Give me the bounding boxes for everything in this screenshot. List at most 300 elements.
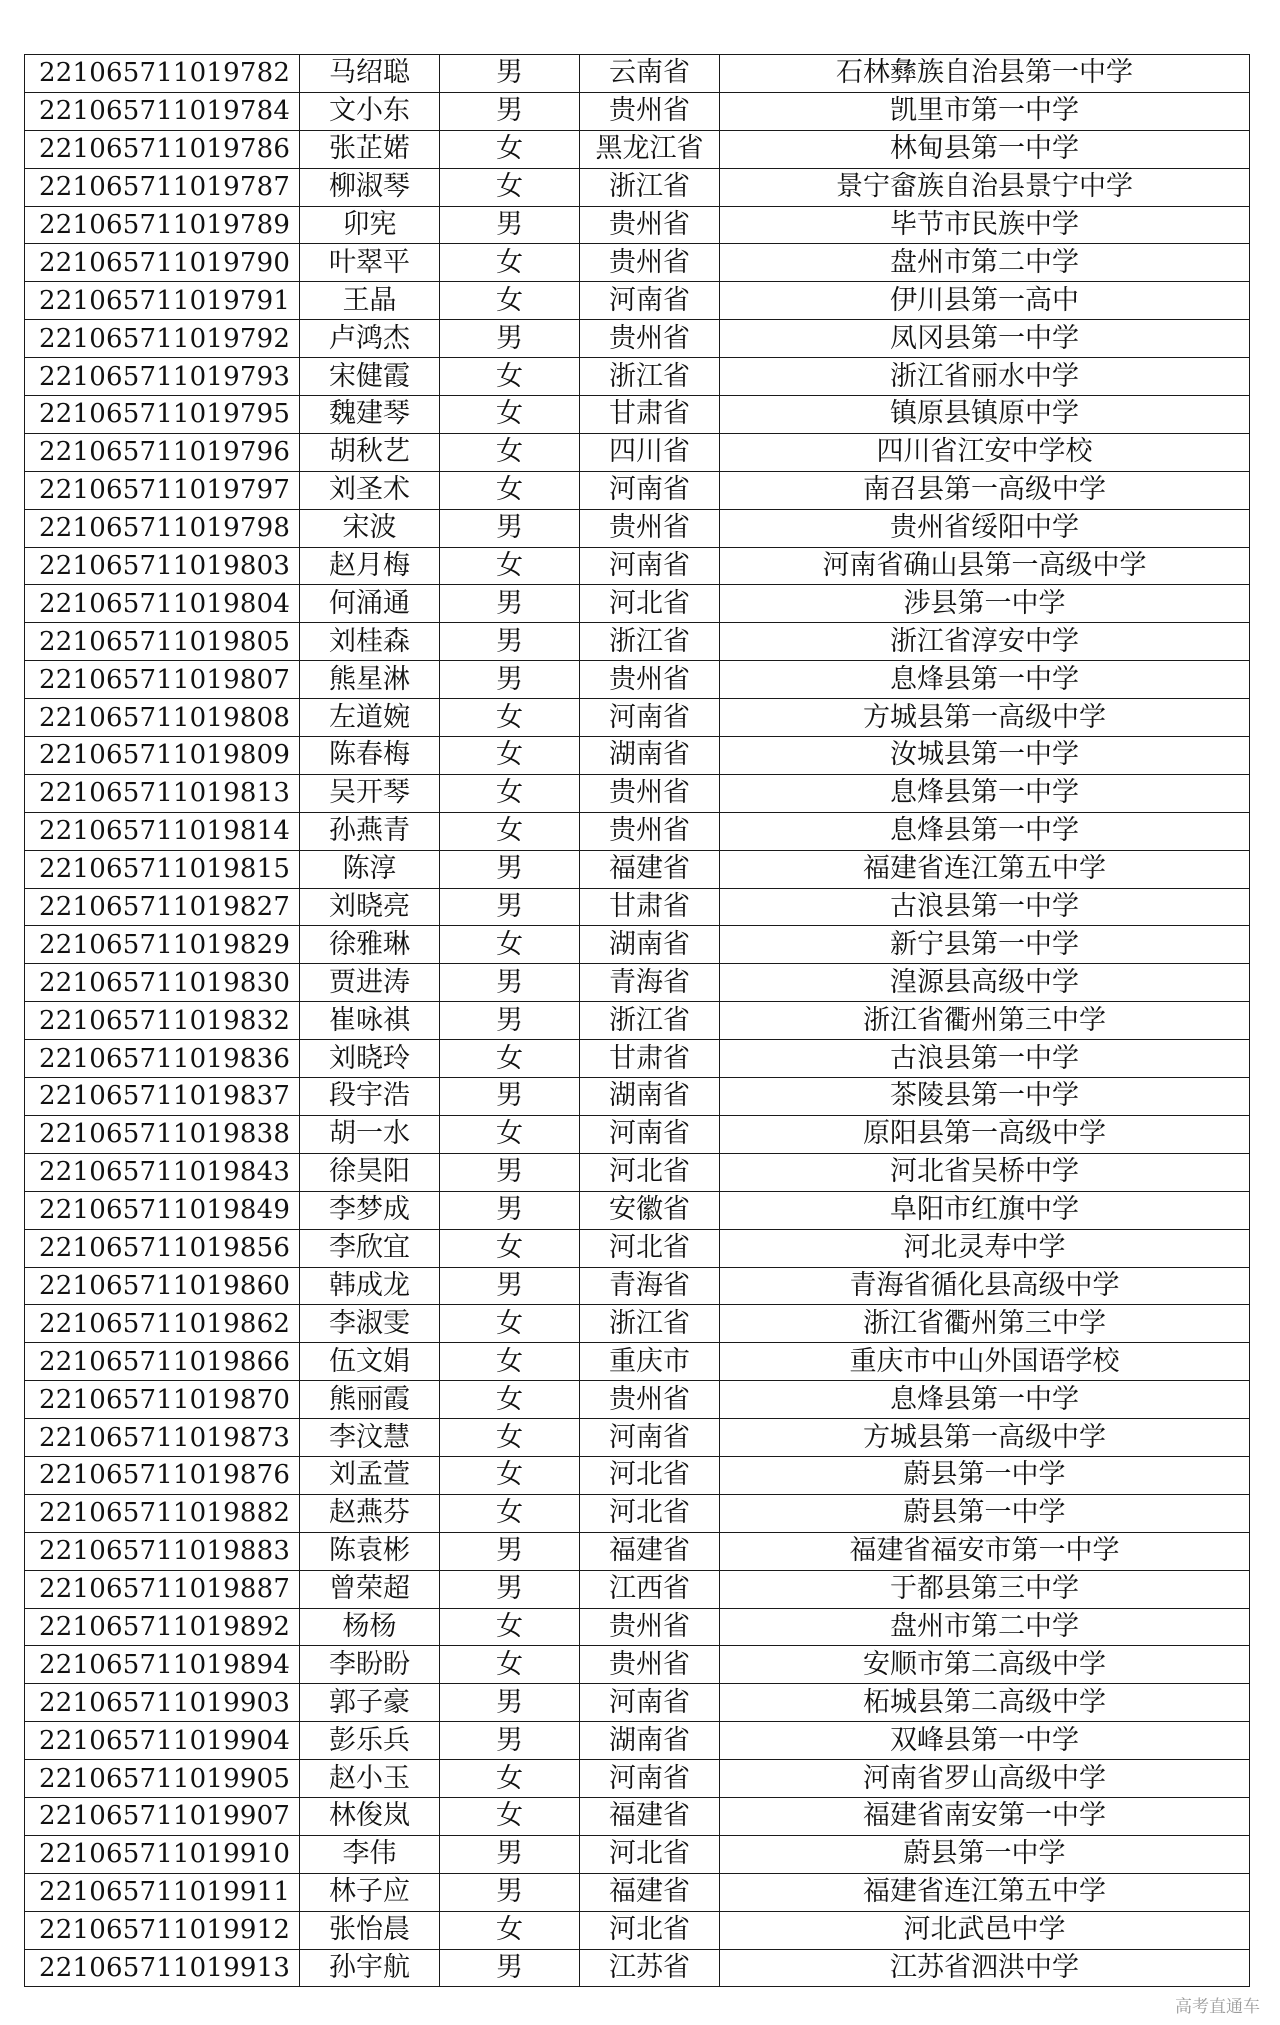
- school-cell: 林甸县第一中学: [720, 130, 1250, 168]
- school-cell: 汝城县第一中学: [720, 737, 1250, 775]
- school-cell: 双峰县第一中学: [720, 1722, 1250, 1760]
- name-cell: 徐昊阳: [300, 1153, 440, 1191]
- exam-id-cell: 221065711019849: [25, 1191, 300, 1229]
- name-cell: 左道婉: [300, 699, 440, 737]
- table-row: [25, 1381, 1250, 1419]
- name-cell: 贾进涛: [300, 964, 440, 1002]
- school-cell: 江苏省泗洪中学: [720, 1949, 1250, 1987]
- school-cell: 息烽县第一中学: [720, 661, 1250, 699]
- school-cell: 盘州市第二中学: [720, 244, 1250, 282]
- school-cell: 息烽县第一中学: [720, 1381, 1250, 1419]
- exam-id-cell: 221065711019856: [25, 1229, 300, 1267]
- table-row: [25, 1191, 1250, 1229]
- table-row: [25, 888, 1250, 926]
- school-cell: 四川省江安中学校: [720, 433, 1250, 471]
- school-cell: 石林彝族自治县第一中学: [720, 55, 1250, 93]
- name-cell: 柳淑琴: [300, 168, 440, 206]
- exam-id-cell: 221065711019903: [25, 1684, 300, 1722]
- school-cell: 方城县第一高级中学: [720, 699, 1250, 737]
- name-cell: 卯宪: [300, 206, 440, 244]
- name-cell: 刘晓亮: [300, 888, 440, 926]
- province-cell: 浙江省: [580, 1305, 720, 1343]
- table-row: [25, 1078, 1250, 1116]
- name-cell: 熊星淋: [300, 661, 440, 699]
- table-row: [25, 92, 1250, 130]
- gender-cell: 女: [440, 1646, 580, 1684]
- exam-id-cell: 221065711019873: [25, 1419, 300, 1457]
- name-cell: 马绍聪: [300, 55, 440, 93]
- province-cell: 河南省: [580, 282, 720, 320]
- school-cell: 河南省确山县第一高级中学: [720, 547, 1250, 585]
- gender-cell: 男: [440, 661, 580, 699]
- school-cell: 柘城县第二高级中学: [720, 1684, 1250, 1722]
- school-cell: 福建省连江第五中学: [720, 1873, 1250, 1911]
- gender-cell: 男: [440, 888, 580, 926]
- exam-id-cell: 221065711019911: [25, 1873, 300, 1911]
- province-cell: 贵州省: [580, 320, 720, 358]
- province-cell: 河南省: [580, 1760, 720, 1798]
- province-cell: 河南省: [580, 1684, 720, 1722]
- table-row: [25, 964, 1250, 1002]
- name-cell: 刘晓玲: [300, 1040, 440, 1078]
- school-cell: 蔚县第一中学: [720, 1835, 1250, 1873]
- exam-id-cell: 221065711019814: [25, 812, 300, 850]
- table-row: [25, 168, 1250, 206]
- name-cell: 李欣宜: [300, 1229, 440, 1267]
- school-cell: 息烽县第一中学: [720, 812, 1250, 850]
- name-cell: 王晶: [300, 282, 440, 320]
- gender-cell: 男: [440, 92, 580, 130]
- gender-cell: 女: [440, 1419, 580, 1457]
- name-cell: 胡一水: [300, 1115, 440, 1153]
- province-cell: 河北省: [580, 1911, 720, 1949]
- school-cell: 景宁畲族自治县景宁中学: [720, 168, 1250, 206]
- exam-id-cell: 221065711019876: [25, 1456, 300, 1494]
- name-cell: 魏建琴: [300, 396, 440, 434]
- gender-cell: 女: [440, 1305, 580, 1343]
- exam-id-cell: 221065711019804: [25, 585, 300, 623]
- exam-id-cell: 221065711019907: [25, 1797, 300, 1835]
- exam-id-cell: 221065711019866: [25, 1343, 300, 1381]
- province-cell: 河北省: [580, 585, 720, 623]
- gender-cell: 女: [440, 1760, 580, 1798]
- province-cell: 黑龙江省: [580, 130, 720, 168]
- gender-cell: 男: [440, 1949, 580, 1987]
- school-cell: 凤冈县第一中学: [720, 320, 1250, 358]
- name-cell: 林子应: [300, 1873, 440, 1911]
- table-row: [25, 1419, 1250, 1457]
- table-row: [25, 1911, 1250, 1949]
- gender-cell: 男: [440, 585, 580, 623]
- exam-id-cell: 221065711019883: [25, 1532, 300, 1570]
- table-row: [25, 1646, 1250, 1684]
- province-cell: 安徽省: [580, 1191, 720, 1229]
- exam-id-cell: 221065711019894: [25, 1646, 300, 1684]
- province-cell: 河北省: [580, 1494, 720, 1532]
- school-cell: 息烽县第一中学: [720, 774, 1250, 812]
- name-cell: 李伟: [300, 1835, 440, 1873]
- student-table: [24, 54, 1250, 1987]
- province-cell: 浙江省: [580, 358, 720, 396]
- gender-cell: 女: [440, 1608, 580, 1646]
- gender-cell: 女: [440, 1494, 580, 1532]
- province-cell: 湖南省: [580, 1722, 720, 1760]
- table-row: [25, 1153, 1250, 1191]
- name-cell: 郭子豪: [300, 1684, 440, 1722]
- name-cell: 张芷婼: [300, 130, 440, 168]
- gender-cell: 女: [440, 282, 580, 320]
- exam-id-cell: 221065711019786: [25, 130, 300, 168]
- exam-id-cell: 221065711019815: [25, 850, 300, 888]
- table-row: [25, 1456, 1250, 1494]
- school-cell: 浙江省丽水中学: [720, 358, 1250, 396]
- gender-cell: 女: [440, 1456, 580, 1494]
- exam-id-cell: 221065711019870: [25, 1381, 300, 1419]
- gender-cell: 男: [440, 1002, 580, 1040]
- gender-cell: 女: [440, 547, 580, 585]
- name-cell: 李淑雯: [300, 1305, 440, 1343]
- table-row: [25, 1949, 1250, 1987]
- province-cell: 河北省: [580, 1835, 720, 1873]
- exam-id-cell: 221065711019910: [25, 1835, 300, 1873]
- province-cell: 贵州省: [580, 774, 720, 812]
- exam-id-cell: 221065711019887: [25, 1570, 300, 1608]
- school-cell: 阜阳市红旗中学: [720, 1191, 1250, 1229]
- school-cell: 凯里市第一中学: [720, 92, 1250, 130]
- gender-cell: 女: [440, 1115, 580, 1153]
- gender-cell: 男: [440, 1570, 580, 1608]
- table-row: [25, 1684, 1250, 1722]
- exam-id-cell: 221065711019892: [25, 1608, 300, 1646]
- school-cell: 河北武邑中学: [720, 1911, 1250, 1949]
- province-cell: 福建省: [580, 1873, 720, 1911]
- exam-id-cell: 221065711019813: [25, 774, 300, 812]
- school-cell: 新宁县第一中学: [720, 926, 1250, 964]
- province-cell: 浙江省: [580, 168, 720, 206]
- school-cell: 古浪县第一中学: [720, 888, 1250, 926]
- name-cell: 宋健霞: [300, 358, 440, 396]
- name-cell: 赵小玉: [300, 1760, 440, 1798]
- name-cell: 胡秋艺: [300, 433, 440, 471]
- gender-cell: 女: [440, 1911, 580, 1949]
- exam-id-cell: 221065711019809: [25, 737, 300, 775]
- exam-id-cell: 221065711019797: [25, 471, 300, 509]
- table-row: [25, 471, 1250, 509]
- school-cell: 河南省罗山高级中学: [720, 1760, 1250, 1798]
- exam-id-cell: 221065711019787: [25, 168, 300, 206]
- name-cell: 孙宇航: [300, 1949, 440, 1987]
- exam-id-cell: 221065711019830: [25, 964, 300, 1002]
- province-cell: 青海省: [580, 964, 720, 1002]
- school-cell: 伊川县第一高中: [720, 282, 1250, 320]
- name-cell: 彭乐兵: [300, 1722, 440, 1760]
- gender-cell: 男: [440, 850, 580, 888]
- province-cell: 福建省: [580, 1797, 720, 1835]
- exam-id-cell: 221065711019807: [25, 661, 300, 699]
- exam-id-cell: 221065711019782: [25, 55, 300, 93]
- gender-cell: 男: [440, 1722, 580, 1760]
- name-cell: 叶翠平: [300, 244, 440, 282]
- table-row: [25, 320, 1250, 358]
- province-cell: 四川省: [580, 433, 720, 471]
- student-table-body: [25, 55, 1250, 1987]
- school-cell: 盘州市第二中学: [720, 1608, 1250, 1646]
- gender-cell: 女: [440, 774, 580, 812]
- table-row: [25, 926, 1250, 964]
- table-row: [25, 1835, 1250, 1873]
- school-cell: 古浪县第一中学: [720, 1040, 1250, 1078]
- table-row: [25, 1229, 1250, 1267]
- province-cell: 河北省: [580, 1229, 720, 1267]
- gender-cell: 男: [440, 1835, 580, 1873]
- province-cell: 甘肃省: [580, 1040, 720, 1078]
- name-cell: 何涌通: [300, 585, 440, 623]
- name-cell: 赵月梅: [300, 547, 440, 585]
- school-cell: 蔚县第一中学: [720, 1494, 1250, 1532]
- table-row: [25, 244, 1250, 282]
- province-cell: 江苏省: [580, 1949, 720, 1987]
- exam-id-cell: 221065711019913: [25, 1949, 300, 1987]
- exam-id-cell: 221065711019836: [25, 1040, 300, 1078]
- province-cell: 福建省: [580, 850, 720, 888]
- table-row: [25, 206, 1250, 244]
- gender-cell: 女: [440, 244, 580, 282]
- gender-cell: 女: [440, 737, 580, 775]
- province-cell: 河南省: [580, 1419, 720, 1457]
- province-cell: 甘肃省: [580, 396, 720, 434]
- table-row: [25, 358, 1250, 396]
- gender-cell: 女: [440, 130, 580, 168]
- gender-cell: 男: [440, 320, 580, 358]
- school-cell: 重庆市中山外国语学校: [720, 1343, 1250, 1381]
- province-cell: 河南省: [580, 699, 720, 737]
- name-cell: 徐雅琳: [300, 926, 440, 964]
- gender-cell: 男: [440, 1078, 580, 1116]
- table-row: [25, 1343, 1250, 1381]
- gender-cell: 女: [440, 699, 580, 737]
- province-cell: 河北省: [580, 1153, 720, 1191]
- name-cell: 段宇浩: [300, 1078, 440, 1116]
- province-cell: 贵州省: [580, 244, 720, 282]
- gender-cell: 女: [440, 358, 580, 396]
- table-row: [25, 396, 1250, 434]
- school-cell: 河北灵寿中学: [720, 1229, 1250, 1267]
- exam-id-cell: 221065711019912: [25, 1911, 300, 1949]
- gender-cell: 女: [440, 812, 580, 850]
- name-cell: 刘孟萱: [300, 1456, 440, 1494]
- gender-cell: 女: [440, 168, 580, 206]
- table-row: [25, 1532, 1250, 1570]
- name-cell: 陈春梅: [300, 737, 440, 775]
- gender-cell: 男: [440, 206, 580, 244]
- exam-id-cell: 221065711019843: [25, 1153, 300, 1191]
- school-cell: 湟源县高级中学: [720, 964, 1250, 1002]
- gender-cell: 男: [440, 55, 580, 93]
- table-row: [25, 812, 1250, 850]
- gender-cell: 女: [440, 1040, 580, 1078]
- name-cell: 卢鸿杰: [300, 320, 440, 358]
- school-cell: 福建省连江第五中学: [720, 850, 1250, 888]
- school-cell: 福建省福安市第一中学: [720, 1532, 1250, 1570]
- province-cell: 云南省: [580, 55, 720, 93]
- gender-cell: 男: [440, 1153, 580, 1191]
- exam-id-cell: 221065711019832: [25, 1002, 300, 1040]
- name-cell: 赵燕芬: [300, 1494, 440, 1532]
- exam-id-cell: 221065711019791: [25, 282, 300, 320]
- province-cell: 贵州省: [580, 206, 720, 244]
- school-cell: 青海省循化县高级中学: [720, 1267, 1250, 1305]
- name-cell: 张怡晨: [300, 1911, 440, 1949]
- table-row: [25, 1115, 1250, 1153]
- school-cell: 方城县第一高级中学: [720, 1419, 1250, 1457]
- name-cell: 文小东: [300, 92, 440, 130]
- exam-id-cell: 221065711019904: [25, 1722, 300, 1760]
- province-cell: 福建省: [580, 1532, 720, 1570]
- table-row: [25, 1040, 1250, 1078]
- gender-cell: 男: [440, 623, 580, 661]
- school-cell: 贵州省绥阳中学: [720, 509, 1250, 547]
- province-cell: 河北省: [580, 1456, 720, 1494]
- gender-cell: 女: [440, 1343, 580, 1381]
- table-row: [25, 55, 1250, 93]
- gender-cell: 女: [440, 471, 580, 509]
- exam-id-cell: 221065711019803: [25, 547, 300, 585]
- gender-cell: 女: [440, 396, 580, 434]
- name-cell: 伍文娟: [300, 1343, 440, 1381]
- exam-id-cell: 221065711019798: [25, 509, 300, 547]
- name-cell: 杨杨: [300, 1608, 440, 1646]
- table-row: [25, 1494, 1250, 1532]
- school-cell: 浙江省衢州第三中学: [720, 1002, 1250, 1040]
- name-cell: 韩成龙: [300, 1267, 440, 1305]
- province-cell: 贵州省: [580, 1381, 720, 1419]
- name-cell: 李梦成: [300, 1191, 440, 1229]
- name-cell: 林俊岚: [300, 1797, 440, 1835]
- province-cell: 贵州省: [580, 92, 720, 130]
- school-cell: 蔚县第一中学: [720, 1456, 1250, 1494]
- province-cell: 浙江省: [580, 1002, 720, 1040]
- student-list-sheet: [24, 54, 1249, 1987]
- province-cell: 青海省: [580, 1267, 720, 1305]
- exam-id-cell: 221065711019784: [25, 92, 300, 130]
- table-row: [25, 585, 1250, 623]
- watermark-text: 高考直通车: [1175, 1997, 1260, 2017]
- gender-cell: 女: [440, 1797, 580, 1835]
- name-cell: 熊丽霞: [300, 1381, 440, 1419]
- name-cell: 陈袁彬: [300, 1532, 440, 1570]
- table-row: [25, 1570, 1250, 1608]
- gender-cell: 女: [440, 433, 580, 471]
- school-cell: 浙江省淳安中学: [720, 623, 1250, 661]
- school-cell: 原阳县第一高级中学: [720, 1115, 1250, 1153]
- exam-id-cell: 221065711019827: [25, 888, 300, 926]
- name-cell: 陈淳: [300, 850, 440, 888]
- province-cell: 河南省: [580, 471, 720, 509]
- name-cell: 李盼盼: [300, 1646, 440, 1684]
- exam-id-cell: 221065711019790: [25, 244, 300, 282]
- exam-id-cell: 221065711019808: [25, 699, 300, 737]
- province-cell: 湖南省: [580, 737, 720, 775]
- province-cell: 甘肃省: [580, 888, 720, 926]
- exam-id-cell: 221065711019860: [25, 1267, 300, 1305]
- exam-id-cell: 221065711019829: [25, 926, 300, 964]
- school-cell: 涉县第一中学: [720, 585, 1250, 623]
- gender-cell: 男: [440, 1191, 580, 1229]
- exam-id-cell: 221065711019837: [25, 1078, 300, 1116]
- table-row: [25, 1608, 1250, 1646]
- exam-id-cell: 221065711019795: [25, 396, 300, 434]
- school-cell: 南召县第一高级中学: [720, 471, 1250, 509]
- gender-cell: 男: [440, 964, 580, 1002]
- province-cell: 贵州省: [580, 661, 720, 699]
- name-cell: 孙燕青: [300, 812, 440, 850]
- table-row: [25, 1002, 1250, 1040]
- exam-id-cell: 221065711019882: [25, 1494, 300, 1532]
- province-cell: 贵州省: [580, 812, 720, 850]
- province-cell: 湖南省: [580, 926, 720, 964]
- gender-cell: 女: [440, 1229, 580, 1267]
- school-cell: 镇原县镇原中学: [720, 396, 1250, 434]
- exam-id-cell: 221065711019805: [25, 623, 300, 661]
- province-cell: 贵州省: [580, 509, 720, 547]
- table-row: [25, 282, 1250, 320]
- exam-id-cell: 221065711019792: [25, 320, 300, 358]
- school-cell: 茶陵县第一中学: [720, 1078, 1250, 1116]
- table-row: [25, 737, 1250, 775]
- school-cell: 安顺市第二高级中学: [720, 1646, 1250, 1684]
- table-row: [25, 1760, 1250, 1798]
- province-cell: 重庆市: [580, 1343, 720, 1381]
- table-row: [25, 661, 1250, 699]
- school-cell: 福建省南安第一中学: [720, 1797, 1250, 1835]
- province-cell: 江西省: [580, 1570, 720, 1608]
- table-row: [25, 509, 1250, 547]
- name-cell: 刘圣术: [300, 471, 440, 509]
- table-row: [25, 1305, 1250, 1343]
- name-cell: 李汶慧: [300, 1419, 440, 1457]
- table-row: [25, 547, 1250, 585]
- exam-id-cell: 221065711019793: [25, 358, 300, 396]
- school-cell: 毕节市民族中学: [720, 206, 1250, 244]
- table-row: [25, 850, 1250, 888]
- name-cell: 吴开琴: [300, 774, 440, 812]
- school-cell: 浙江省衢州第三中学: [720, 1305, 1250, 1343]
- gender-cell: 男: [440, 509, 580, 547]
- gender-cell: 女: [440, 1381, 580, 1419]
- table-row: [25, 433, 1250, 471]
- exam-id-cell: 221065711019789: [25, 206, 300, 244]
- name-cell: 刘桂森: [300, 623, 440, 661]
- table-row: [25, 699, 1250, 737]
- gender-cell: 男: [440, 1532, 580, 1570]
- exam-id-cell: 221065711019796: [25, 433, 300, 471]
- province-cell: 贵州省: [580, 1608, 720, 1646]
- name-cell: 宋波: [300, 509, 440, 547]
- table-row: [25, 623, 1250, 661]
- name-cell: 曾荣超: [300, 1570, 440, 1608]
- school-cell: 于都县第三中学: [720, 1570, 1250, 1608]
- exam-id-cell: 221065711019838: [25, 1115, 300, 1153]
- table-row: [25, 1797, 1250, 1835]
- exam-id-cell: 221065711019905: [25, 1760, 300, 1798]
- school-cell: 河北省吴桥中学: [720, 1153, 1250, 1191]
- table-row: [25, 1873, 1250, 1911]
- table-row: [25, 1722, 1250, 1760]
- province-cell: 河南省: [580, 547, 720, 585]
- gender-cell: 男: [440, 1267, 580, 1305]
- table-row: [25, 130, 1250, 168]
- province-cell: 贵州省: [580, 1646, 720, 1684]
